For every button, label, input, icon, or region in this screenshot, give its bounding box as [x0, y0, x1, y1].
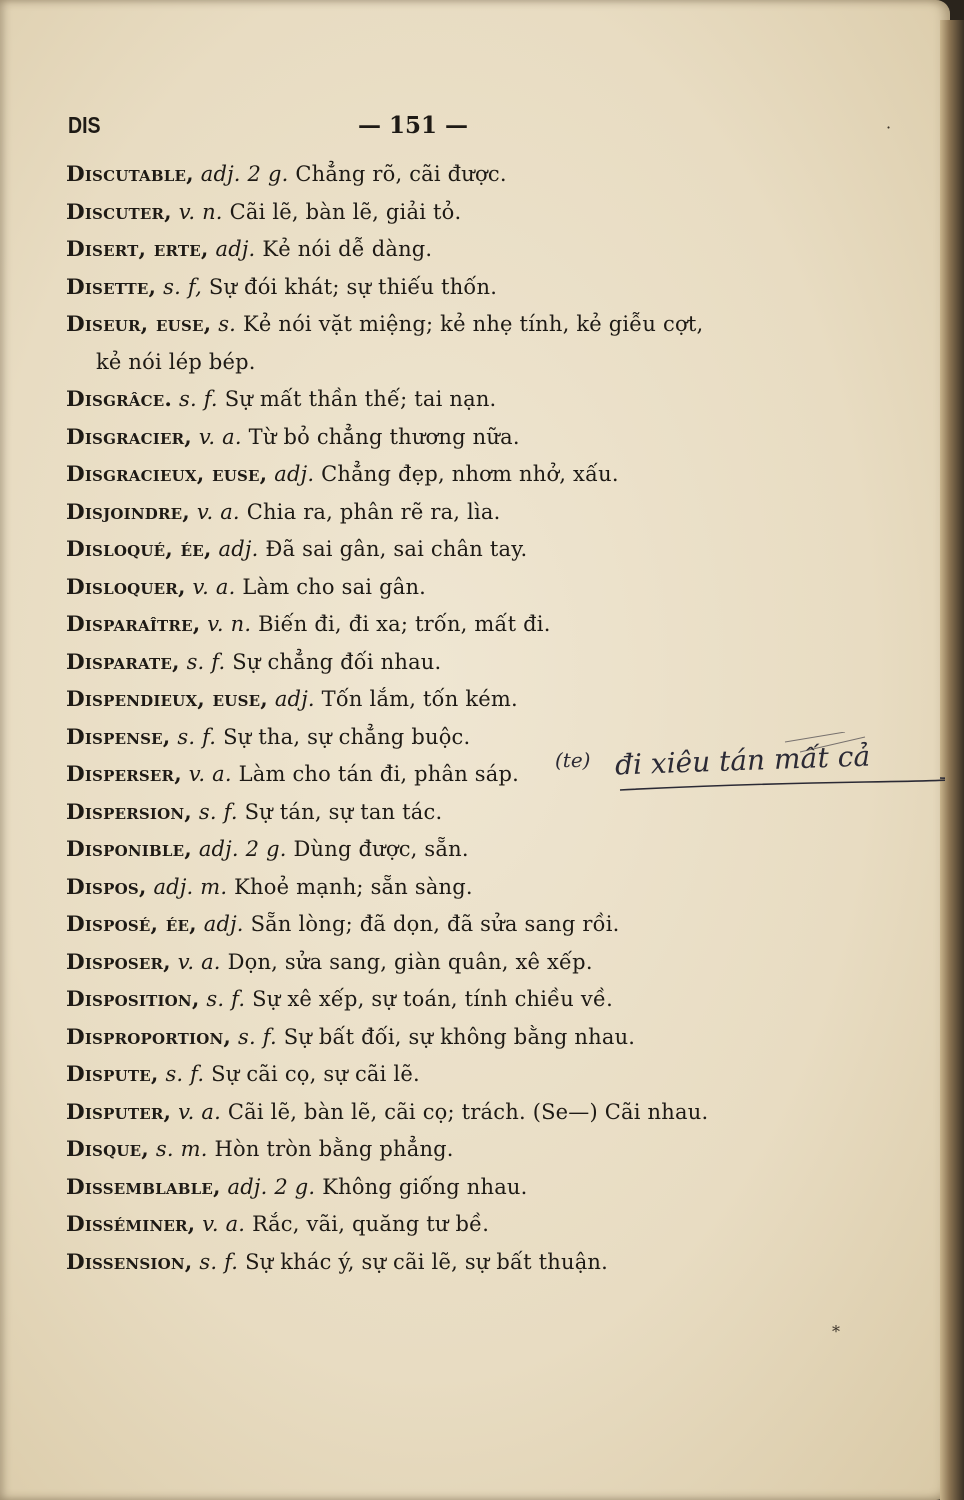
dictionary-entry — [66, 869, 886, 907]
dictionary-entry — [66, 1019, 886, 1057]
entry-grammar: v. n. — [207, 612, 252, 636]
entry-definition: Sự cãi cọ, sự cãi lẽ. — [211, 1062, 420, 1086]
entry-headword: Disette, — [66, 274, 157, 300]
entry-grammar: adj. 2 g. — [198, 837, 287, 861]
entry-grammar: s. m. — [155, 1137, 208, 1161]
entry-headword: Disposer, — [66, 949, 171, 975]
entry-definition: Dọn, sửa sang, giàn quân, xê xếp. — [227, 949, 593, 974]
entry-headword: Dispute, — [66, 1062, 159, 1087]
dictionary-entry — [66, 344, 886, 382]
dictionary-entry — [66, 569, 886, 607]
entry-definition: Sự khác ý, sự cãi lẽ, sự bất thuận. — [245, 1249, 609, 1274]
entry-grammar: v. a. — [178, 1099, 222, 1124]
entry-definition: Biến đi, đi xa; trốn, mất đi. — [258, 612, 551, 636]
entry-headword: Disposé, ée, — [66, 912, 197, 937]
handwritten-note: đi xiêu tán mất cả — [614, 739, 871, 782]
dictionary-entry — [66, 681, 886, 719]
entry-grammar: v. n. — [178, 199, 223, 224]
entry-definition: Không giống nhau. — [322, 1174, 528, 1199]
entry-headword: Disloqué, ée, — [66, 537, 212, 562]
dictionary-entry — [66, 1169, 886, 1207]
entry-grammar: s. f. — [186, 649, 226, 674]
entry-definition: Kẻ nói dễ dàng. — [262, 237, 433, 261]
entry-grammar: s. — [218, 312, 237, 336]
entry-definition: Làm cho tán đi, phân sáp. — [238, 762, 520, 786]
entry-headword: Dispersion, — [66, 799, 192, 825]
entry-grammar: s. f. — [165, 1062, 205, 1086]
entry-definition: Chia ra, phân rẽ ra, lìa. — [246, 499, 501, 524]
entry-definition: Khoẻ mạnh; sẵn sàng. — [234, 874, 473, 899]
dictionary-entry — [66, 381, 886, 419]
handwritten-annotation — [555, 732, 945, 802]
entry-grammar: s. f, — [163, 274, 202, 299]
running-head-word: DIS — [68, 112, 101, 138]
entry-headword: Disparaître, — [66, 612, 201, 637]
entry-headword: Disputer, — [66, 1099, 172, 1125]
entry-grammar: v. a. — [188, 762, 232, 786]
entry-definition: Chẳng đẹp, nhơm nhở, xấu. — [321, 462, 619, 486]
entry-grammar: v. a. — [202, 1212, 246, 1236]
dictionary-entry — [66, 494, 886, 532]
entry-headword: Disponible, — [66, 837, 192, 862]
entry-headword: Dispense, — [66, 724, 171, 750]
running-head — [68, 112, 768, 152]
entry-definition: Kẻ nói vặt miệng; kẻ nhẹ tính, kẻ giễu cợt, — [242, 312, 704, 336]
entry-grammar: adj. 2 g. — [200, 162, 289, 186]
entry-headword: Diseur, euse, — [66, 312, 212, 337]
entry-headword: Disgrâce. — [66, 387, 173, 412]
entry-headword: Dissemblable, — [66, 1174, 221, 1200]
entry-headword: Disproportion, — [66, 1024, 232, 1050]
stray-mark: · — [886, 118, 892, 137]
entry-grammar: adj. — [218, 537, 259, 561]
entry-definition: Cãi lẽ, bàn lẽ, giải tỏ. — [229, 199, 462, 224]
entry-grammar: adj. — [274, 687, 315, 711]
entry-headword: Dispendieux, euse, — [66, 687, 268, 712]
entry-definition: Sự xê xếp, sự toán, tính chiều về. — [252, 987, 613, 1011]
entry-headword: Disposition, — [66, 987, 200, 1012]
dictionary-entry — [66, 531, 886, 569]
entry-definition: Sự tha, sự chẳng buộc. — [223, 724, 471, 749]
entry-headword: Disert, erte, — [66, 237, 209, 262]
entry-definition: Hòn tròn bằng phẳng. — [214, 1137, 454, 1161]
entry-grammar: s. f. — [199, 1249, 239, 1274]
entry-definition: Làm cho sai gân. — [242, 574, 427, 599]
entry-headword: Disjoindre, — [66, 499, 190, 525]
entry-definition: Tốn lắm, tốn kém. — [321, 687, 518, 711]
entry-grammar: v. a. — [177, 949, 221, 974]
entry-grammar: adj. — [215, 237, 256, 261]
entry-headword: Disséminer, — [66, 1212, 196, 1237]
entry-definition: Đã sai gân, sai chân tay. — [265, 537, 528, 561]
entry-definition: Dùng được, sẵn. — [293, 837, 469, 861]
entry-definition: Cãi lẽ, bàn lẽ, cãi cọ; trách. (Se—) Cãi nhau. — [227, 1099, 709, 1124]
dictionary-entry — [66, 944, 886, 982]
dictionary-entry — [66, 981, 886, 1019]
entry-grammar: s. f. — [177, 724, 217, 749]
entry-definition: Từ bỏ chẳng thương nữa. — [248, 424, 520, 449]
page-number: — 151 — — [358, 112, 469, 139]
entry-grammar: s. f. — [178, 387, 218, 411]
entry-headword: Disgracieux, euse, — [66, 462, 268, 487]
dictionary-entry — [66, 606, 886, 644]
dictionary-entry — [66, 644, 886, 682]
entry-definition: Sự đói khát; sự thiếu thốn. — [208, 274, 498, 299]
entry-definition: Sẵn lòng; đã dọn, đã sửa sang rồi. — [250, 912, 620, 936]
dictionary-entries — [66, 156, 886, 1281]
entry-definition: Sự tán, sự tan tác. — [244, 799, 443, 824]
entry-definition: kẻ nói lép bép. — [96, 349, 256, 374]
stray-mark: * — [832, 1322, 840, 1341]
entry-definition: Rắc, vãi, quăng tư bề. — [252, 1212, 490, 1236]
entry-grammar: s. f. — [206, 987, 246, 1011]
entry-definition: Chẳng rõ, cãi được. — [295, 162, 507, 186]
dictionary-entry — [66, 156, 886, 194]
entry-headword: Disque, — [66, 1137, 149, 1162]
entry-grammar: adj. — [203, 912, 244, 936]
entry-definition: Sự mất thần thế; tai nạn. — [224, 387, 497, 411]
dictionary-entry — [66, 231, 886, 269]
entry-headword: Disperser, — [66, 762, 182, 787]
dictionary-entry — [66, 831, 886, 869]
dictionary-entry — [66, 1094, 886, 1132]
dictionary-entry — [66, 906, 886, 944]
entry-grammar: s. f. — [238, 1024, 277, 1049]
handwritten-underline — [615, 732, 945, 802]
handwritten-mark: (te) — [555, 748, 591, 772]
entry-grammar: adj. 2 g. — [227, 1174, 316, 1199]
entry-definition: Sự chẳng đối nhau. — [232, 649, 442, 674]
entry-grammar: v. a. — [198, 424, 242, 449]
dictionary-entry — [66, 1206, 886, 1244]
entry-headword: Disloquer, — [66, 574, 186, 600]
dictionary-entry — [66, 456, 886, 494]
entry-headword: Discuter, — [66, 199, 172, 225]
entry-headword: Dispos, — [66, 874, 147, 900]
entry-grammar: v. a. — [196, 499, 240, 524]
entry-headword: Disparate, — [66, 649, 180, 675]
entry-headword: Disgracier, — [66, 424, 192, 450]
entry-headword: Dissension, — [66, 1249, 193, 1275]
dictionary-entry — [66, 269, 886, 307]
entry-grammar: adj. m. — [153, 874, 228, 899]
dictionary-entry — [66, 1056, 886, 1094]
dictionary-entry — [66, 1131, 886, 1169]
entry-grammar: v. a. — [192, 574, 236, 599]
entry-headword: Discutable, — [66, 162, 194, 187]
entry-grammar: adj. — [274, 462, 315, 486]
dictionary-entry — [66, 306, 886, 344]
entry-definition: Sự bất đối, sự không bằng nhau. — [283, 1024, 636, 1049]
dictionary-entry — [66, 419, 886, 457]
entry-grammar: s. f. — [198, 799, 238, 824]
dictionary-entry — [66, 1244, 886, 1282]
dictionary-entry — [66, 194, 886, 232]
